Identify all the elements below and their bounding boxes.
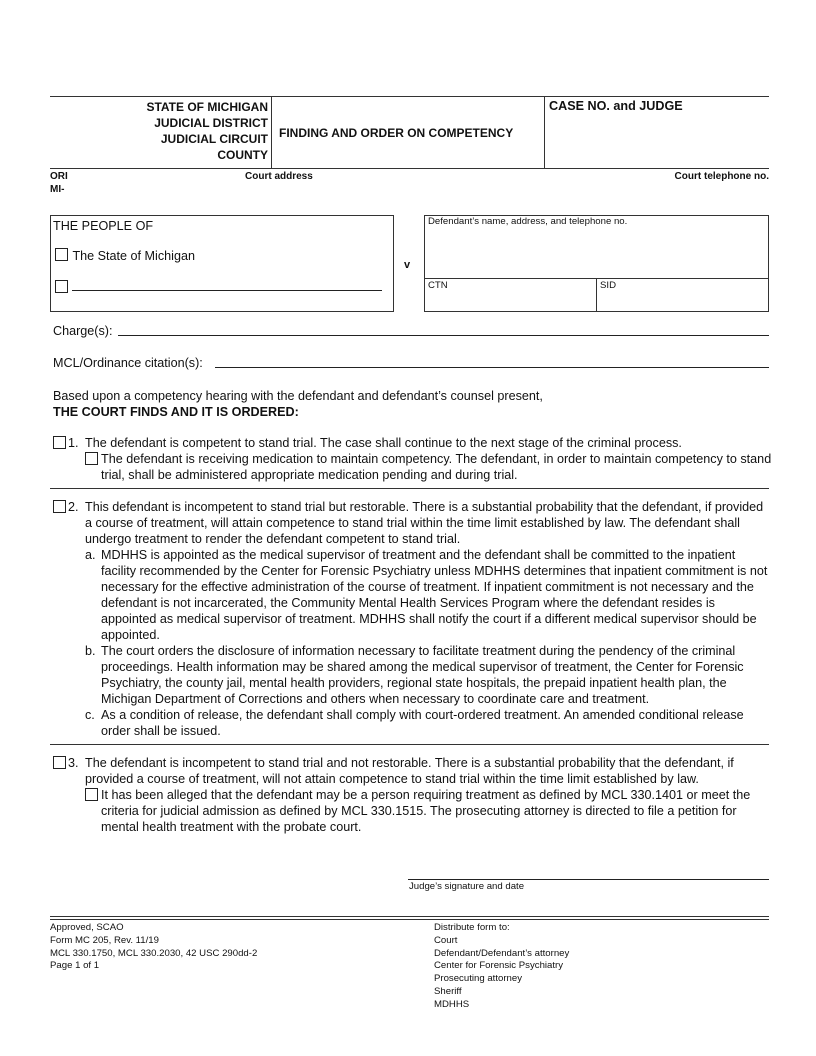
section1-medication-text: The defendant is receiving medication to maintain competency. The defendant, in order to maintain competency to stand trial, shall be administered appropriate medication pending and during trial. [101, 452, 772, 482]
section2-b-letter: b. [85, 644, 96, 658]
section3-text: The defendant is incompetent to stand trial and not restorable. There is a substantial probability that the defendant, if provided a course of treatment, will not attain competence to stand trial within the time limit established by law. [85, 756, 734, 786]
section2-text: This defendant is incompetent to stand trial but restorable. There is a substantial probability that the defendant, if provided a course of treatment, will attain competence to stand trial within the time limit established by law. The defendant shall undergo treatment to render the defendant competent to stand trial. [85, 500, 764, 546]
other-people-field[interactable] [72, 277, 382, 291]
defendant-label: Defendant’s name, address, and telephone no. [428, 216, 628, 227]
charge-field[interactable] [118, 322, 769, 336]
distribute-prosecutor: Prosecuting attorney [434, 973, 522, 985]
section2-a-text: MDHHS is appointed as the medical supervisor of treatment and the defendant shall be committed to the inpatient facility recommended by the Center for Forensic Psychiatry unless MDHHS determines that inpatient commitment is not necessary for the effective administration of the course of treatment. If inpatient commitment is not necessary and the defendant is not incarcerated, the Community Mental Health Services Program where the defendant resides is appointed as medical supervisor of treatment. MDHHS shall notify the court if a different medical supervisor should be appointed. [101, 548, 768, 642]
section3-num: 3. [68, 756, 79, 770]
intro-heading: THE COURT FINDS AND IT IS ORDERED: [53, 405, 299, 419]
distribute-court: Court [434, 934, 458, 946]
ctn-label: CTN [428, 280, 448, 291]
sid-label: SID [600, 280, 616, 291]
header-divider-2 [544, 96, 545, 168]
people-of-label: THE PEOPLE OF [53, 219, 154, 233]
section3-petition-checkbox[interactable] [85, 788, 98, 801]
section1-checkbox[interactable] [53, 436, 66, 449]
judge-signature-label: Judge’s signature and date [409, 881, 525, 892]
court-address-label: Court address [245, 171, 313, 182]
court-name-block [60, 99, 268, 163]
state-option[interactable] [55, 247, 195, 265]
section1-text: The defendant is competent to stand trial. The case shall continue to the next stage of the criminal process. [85, 436, 682, 450]
footer-approved: Approved, SCAO [50, 922, 124, 933]
footer-form-no: Form MC 205, Rev. 11/19 [50, 934, 159, 946]
other-option[interactable] [55, 279, 68, 297]
judge-signature-field[interactable] [408, 866, 769, 880]
section2-c-text: As a condition of release, the defendant shall comply with court-ordered treatment. An amended conditional release order shall be issued. [101, 708, 744, 738]
footer-left [50, 922, 257, 973]
section2-num: 2. [68, 500, 79, 514]
intro-text: Based upon a competency hearing with the defendant and defendant’s counsel present, [53, 389, 543, 403]
section2-rule [50, 744, 769, 745]
footer-statutes: MCL 330.1750, MCL 330.2030, 42 USC 290dd-2 [50, 947, 258, 959]
section1-medication-checkbox[interactable] [85, 452, 98, 465]
footer-page: Page 1 of 1 [50, 960, 100, 972]
court-line-circuit: JUDICIAL CIRCUIT [160, 132, 268, 146]
state-of-michigan-checkbox[interactable] [55, 248, 68, 261]
court-line-county: COUNTY [217, 148, 268, 162]
section2-c-letter: c. [85, 708, 95, 722]
section3-petition-text: It has been alleged that the defendant may be a person requiring treatment as defined by MCL 330.1401 or meet the criteria for judicial admission as defined by MCL 330.1515. The prosecuting attorney is directed to file a petition for mental health treatment with the probate court. [101, 788, 751, 834]
court-telephone-label: Court telephone no. [674, 171, 769, 182]
header-divider-1 [271, 96, 272, 168]
distribute-label: Distribute form to: [434, 922, 510, 933]
section2-b-text: The court orders the disclosure of information necessary to facilitate treatment during the pendency of the criminal proceedings. Health information may be shared among the medical supervisor of treatment, the Center for Forensic Psychiatry, the county jail, mental health providers, regional state hospitals, the prepaid inpatient health plan, the Michigan Department of Corrections and others when necessary to coordinate care and treatment. [101, 644, 744, 706]
footer-rule-1 [50, 916, 769, 917]
case-no-label: CASE NO. and JUDGE [549, 99, 683, 113]
distribute-defendant: Defendant/Defendant’s attorney [434, 947, 570, 959]
section1-rule [50, 488, 769, 489]
footer-distribution [434, 922, 569, 1012]
header-top-rule [50, 96, 769, 97]
mcl-label: MCL/Ordinance citation(s): [53, 356, 203, 370]
distribute-mdhhs: MDHHS [434, 998, 470, 1010]
state-option-label: The State of Michigan [72, 249, 195, 263]
header-bottom-rule [50, 168, 769, 169]
other-people-checkbox[interactable] [55, 280, 68, 293]
distribute-forensic: Center for Forensic Psychiatry [434, 960, 564, 972]
ori-label: ORI [50, 171, 68, 182]
section1-num: 1. [68, 436, 79, 450]
court-line-state: STATE OF MICHIGAN [146, 100, 268, 114]
footer-rule-2 [50, 919, 769, 920]
section3-checkbox[interactable] [53, 756, 66, 769]
distribute-sheriff: Sheriff [434, 985, 462, 997]
section2-checkbox[interactable] [53, 500, 66, 513]
court-line-district: JUDICIAL DISTRICT [154, 116, 268, 130]
section2-a-letter: a. [85, 548, 96, 562]
mcl-field[interactable] [215, 354, 769, 368]
versus-label: v [404, 259, 411, 271]
mi-label: MI- [50, 184, 65, 195]
charge-label: Charge(s): [53, 324, 113, 338]
ctn-sid-divider [596, 278, 597, 311]
form-title: FINDING AND ORDER ON COMPETENCY [279, 126, 514, 140]
